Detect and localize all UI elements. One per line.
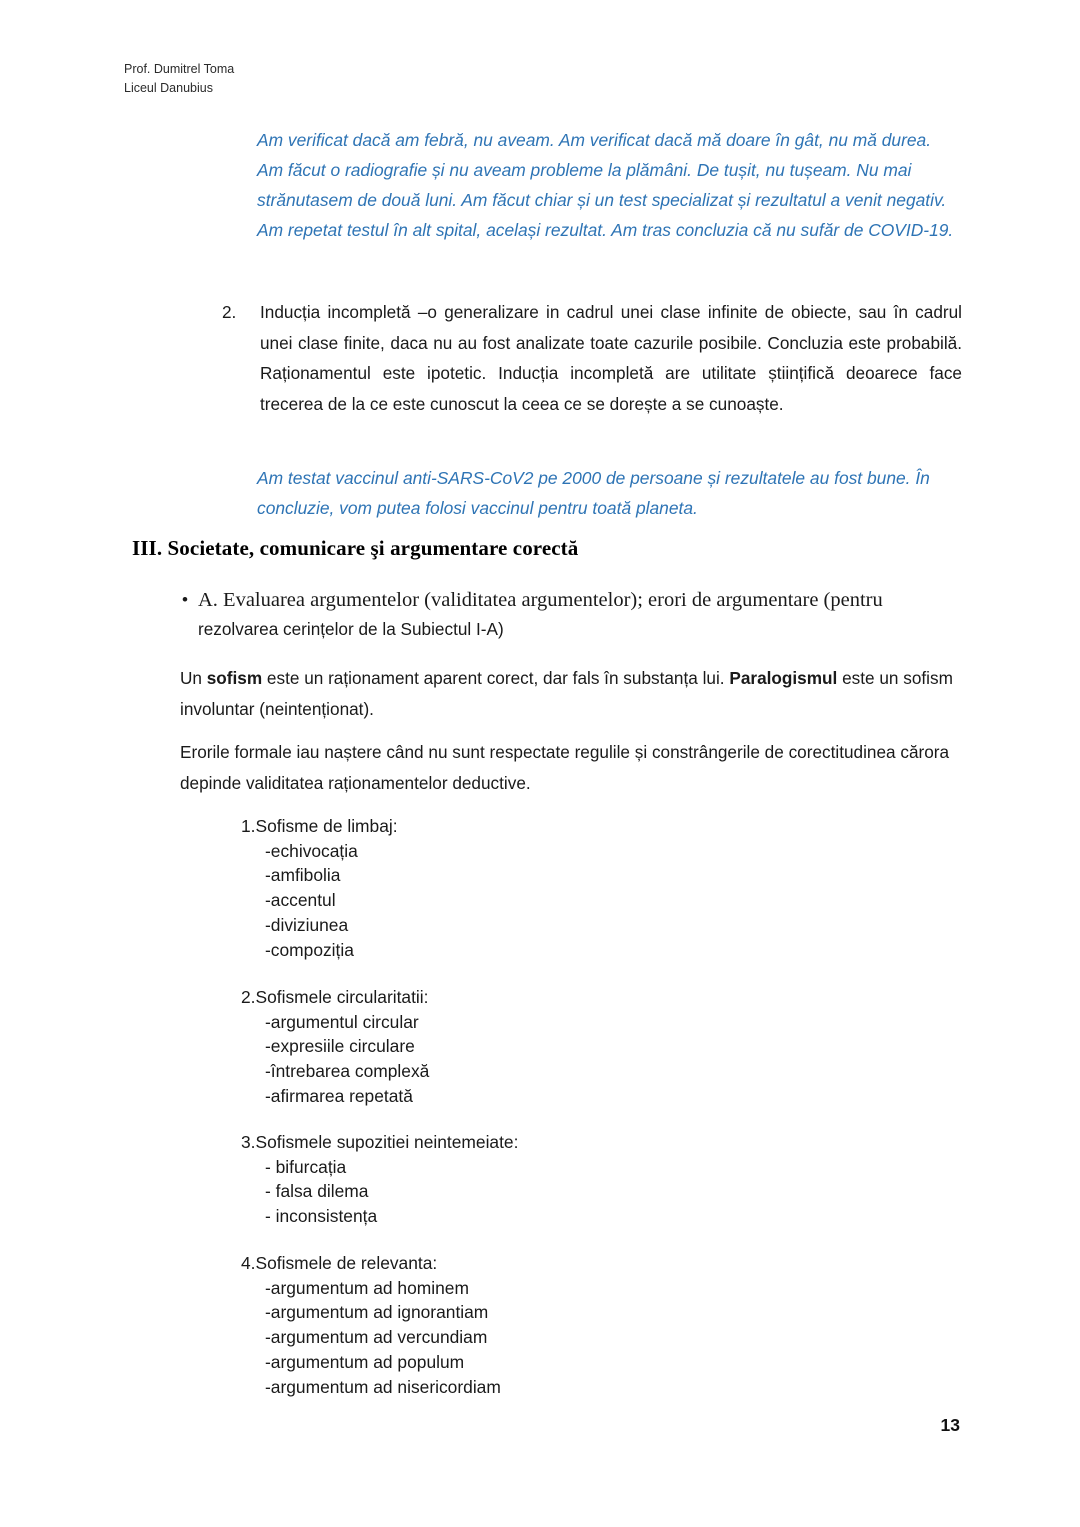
sofism-group-3	[241, 1130, 518, 1229]
numbered-item-2-marker: 2.	[222, 302, 237, 322]
sofism-text-part2: este un raționament aparent corect, dar fals în substanța lui.	[262, 668, 730, 688]
list-item: - bifurcația	[265, 1156, 347, 1177]
quote-block-vaccine: Am testat vaccinul anti-SARS-CoV2 pe 2000 de persoane și rezultatele au fost bune. În concluzie, vom putea folosi vaccinul pentru toată planeta.	[257, 468, 930, 518]
list-item: -compoziția	[265, 939, 354, 960]
sofism-bold-term: sofism	[206, 668, 263, 688]
list-item: -accentul	[265, 890, 336, 911]
paragraph-erori-formale: Erorile formale iau naștere când nu sunt respectate regulile și constrângerile de corectitudinea cărora depinde validitatea raționamentelor deductive.	[180, 742, 950, 794]
list-item: -expresiile circulare	[265, 1036, 415, 1057]
quote-block-covid: Am verificat dacă am febră, nu aveam. Am verificat dacă mă doare în gât, nu mă durea. Am făcut o radiografie și nu aveam probleme la plămâni. De tușit, nu tușeam. Nu mai strănutasem de două luni. Am făcut chiar și un test specializat și rezultatul a venit negativ. Am repetat testul în alt spital, același rezultat. Am tras concluzia că nu sufăr de COVID-19.	[257, 130, 954, 240]
sofism-group-1-title: 1.Sofisme de limbaj:	[241, 816, 398, 836]
page-number: 13	[940, 1415, 960, 1435]
sofism-group-3-items	[265, 1155, 518, 1229]
list-item: -amfibolia	[265, 865, 341, 886]
list-item: -argumentum ad nisericordiam	[265, 1376, 501, 1397]
list-item: -argumentul circular	[265, 1011, 419, 1032]
bullet-item-a-line2: rezolvarea cerințelor de la Subiectul I-A)	[198, 619, 504, 640]
list-item: -argumentum ad ignorantiam	[265, 1302, 489, 1323]
sofism-group-1	[241, 814, 398, 962]
list-item: -argumentum ad populum	[265, 1351, 465, 1372]
list-item: -afirmarea repetată	[265, 1085, 413, 1106]
sofism-group-3-title: 3.Sofismele supozitiei neintemeiate:	[241, 1132, 519, 1152]
list-item: -întrebarea complexă	[265, 1061, 430, 1082]
running-header	[124, 60, 234, 99]
header-author: Prof. Dumitrel Toma	[124, 62, 235, 76]
sofism-group-2	[241, 985, 429, 1109]
bullet-item-a-line1: A. Evaluarea argumentelor (validitatea argumentelor); erori de argumentare (pentru	[198, 589, 883, 611]
numbered-item-2-text: Inducția incompletă –o generalizare in cadrul unei clase infinite de obiecte, sau în cadrul unei clase finite, daca nu au fost analizate toate cazurile posibile. Concluzia este probabilă. Raționamentul este ipotetic. Inducția incompletă are utilitate științifică deoarece face trecerea de la ce este cunoscut la ceea ce se dorește a se cunoaște.	[260, 302, 962, 414]
sofism-group-2-items	[265, 1010, 429, 1109]
list-item: - inconsistența	[265, 1206, 378, 1227]
paralogismul-bold-term: Paralogismul	[729, 668, 838, 688]
list-item: -argumentum ad vercundiam	[265, 1327, 488, 1348]
numbered-item-2	[222, 297, 962, 419]
list-item: -diviziunea	[265, 914, 349, 935]
sofism-text-part1: Un	[180, 668, 207, 688]
sofism-group-4-title: 4.Sofismele de relevanta:	[241, 1253, 438, 1273]
list-item: - falsa dilema	[265, 1181, 369, 1202]
sofism-group-4-items	[265, 1276, 501, 1400]
sofism-text-part3: este un sofism involuntar (neintenționat).	[180, 668, 953, 720]
header-institution: Liceul Danubius	[124, 81, 213, 96]
section-heading-iii: III. Societate, comunicare şi argumentare corectă	[132, 536, 579, 560]
paragraph-sofism	[180, 663, 960, 726]
list-item: -echivocația	[265, 840, 358, 861]
sofism-group-4	[241, 1251, 501, 1399]
bullet-dot-icon: •	[182, 590, 188, 609]
sofism-group-2-title: 2.Sofismele circularitatii:	[241, 987, 429, 1007]
bullet-item-a	[182, 586, 960, 643]
sofism-group-1-items	[265, 839, 398, 963]
list-item: -argumentum ad hominem	[265, 1277, 469, 1298]
